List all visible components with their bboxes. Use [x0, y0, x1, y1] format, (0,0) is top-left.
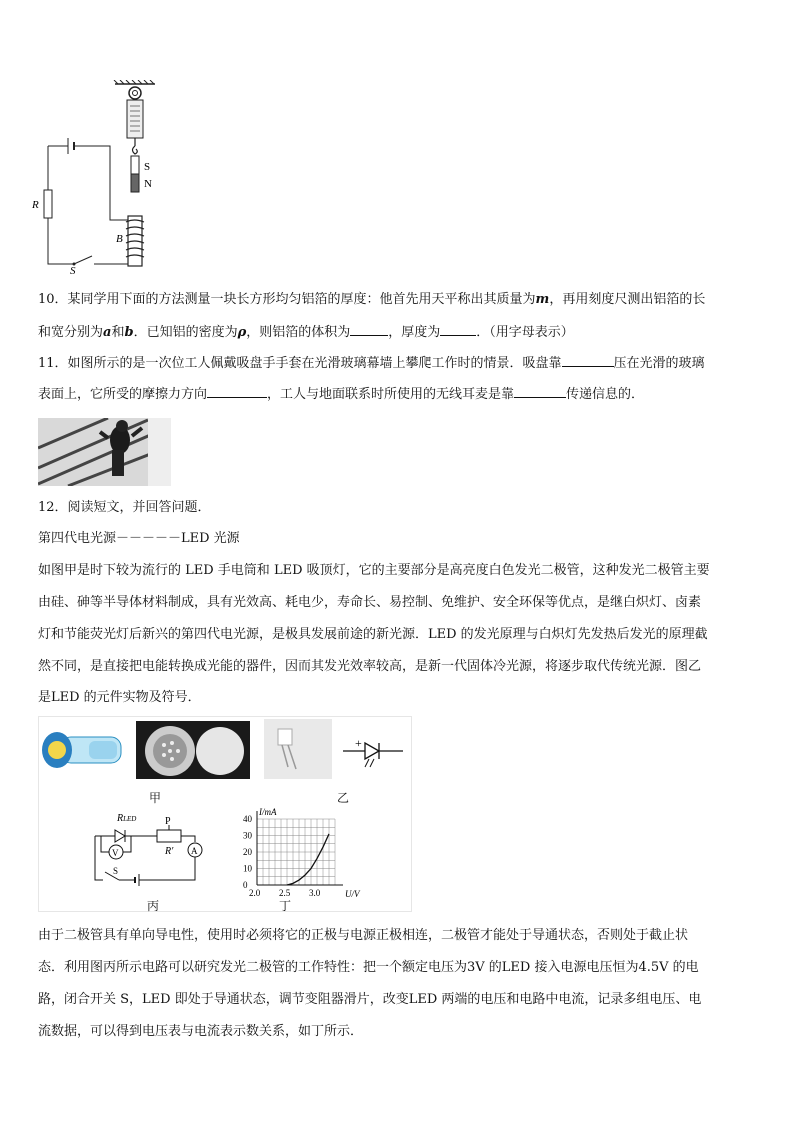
chart-series-curve [287, 834, 329, 885]
led-ceiling-light-photo [136, 721, 250, 779]
voltmeter-label: V [112, 848, 119, 858]
var-m: m [535, 292, 550, 307]
fig-ding-label: 丁 [279, 899, 292, 913]
chart-y-axis-label: I/mA [259, 807, 277, 817]
answer-blank-volume[interactable] [350, 321, 388, 336]
resistor-r-label: R [32, 199, 39, 211]
chart-y-tick-label: 40 [243, 814, 252, 824]
coil-b-label: B [116, 233, 123, 245]
rheostat-label: R′ [165, 846, 174, 857]
chart-y-tick-label: 20 [243, 847, 252, 857]
chart-x-axis-label: U/V [345, 889, 360, 899]
q11-line2: 表面上，它所受的摩擦力方向 ，工人与地面联系时所使用的无线耳麦是靠 传递信息的． [38, 383, 644, 405]
slider-p-label: P [165, 816, 171, 827]
q11-line1: 11．如图所示的是一次位工人佩戴吸盘手手套在光滑玻璃幕墙上攀爬工作时的情景．吸盘靠 压在光滑的玻璃 [38, 352, 705, 374]
q12-p1-line5: 是LED 的元件实物及符号． [38, 690, 201, 705]
answer-blank-suction[interactable] [562, 352, 614, 367]
q12-p2-line1: 由于二极管具有单向导电性，使用时必须将它的正极与电源正极相连，二极管才能处于导通状态，否则处于截止状 [38, 928, 689, 943]
fig-jia-label: 甲 [149, 791, 162, 805]
q12-p1-line1: 如图甲是时下较为流行的 LED 手电筒和 LED 吸顶灯，它的主要部分是高亮度白色发光二极管，这种发光二极管主要 [38, 563, 710, 578]
led-figure-panel [38, 716, 412, 912]
led-flashlight-photo [39, 719, 129, 779]
q12-p1-line2: 由硅、砷等半导体材料制成，具有光效高、耗电少，寿命长、易控制、免维护、安全环保等优点，是继白炽灯、卤素 [38, 595, 702, 610]
chart-y-tick-label: 10 [243, 863, 252, 874]
chart-x-tick-label: 2.0 [249, 888, 261, 898]
magnet-s-label: S [144, 161, 151, 173]
q10-line1: 10．某同学用下面的方法测量一块长方形均匀铝箔的厚度：他首先用天平称出其质量为m，再用刻度尺测出铝箔的长 [38, 292, 706, 307]
q12-p2-line3: 路，闭合开关 S，LED 即处于导通状态，调节变阻器滑片，改变LED 两端的电压和电路中电流，记录多组电压、电 [38, 992, 702, 1007]
chart-y-tick-label: 30 [243, 830, 252, 841]
answer-blank-signal[interactable] [514, 383, 566, 398]
answer-blank-thickness[interactable] [440, 321, 476, 336]
electromagnet-circuit-figure [30, 80, 170, 275]
chart-y-tick-label: 0 [243, 880, 248, 890]
led-component-photo [264, 719, 332, 779]
q12-p2-line2: 态．利用图丙所示电路可以研究发光二极管的工作特性：把一个额定电压为3V 的LED 接入电源电压恒为4.5V 的电 [38, 960, 699, 975]
chart-x-tick-label: 3.0 [309, 888, 321, 898]
answer-blank-friction[interactable] [207, 383, 267, 398]
q10-line2: 和宽分别为a和b．已知铝的密度为ρ，则铝箔的体积为 ，厚度为 ．（用字母表示） [38, 321, 574, 343]
worker-climbing-photo [38, 418, 171, 486]
switch-label: S [113, 866, 119, 876]
led-plus-label: + [355, 736, 362, 750]
q12-heading: 第四代电光源－－－－－LED 光源 [38, 531, 240, 546]
q12-p1-line4: 然不同，是直接把电能转换成光能的器件，因而其发光效率较高，是新一代固体冷光源，将逐步取代传统光源．图乙 [38, 659, 702, 674]
led-symbol [335, 733, 411, 773]
q12-p1-line3: 灯和节能荧光灯后新兴的第四代电光源，是极具发展前途的新光源．LED 的发光原理与白炽灯先发热后发光的原理截 [38, 627, 708, 642]
var-a: a [103, 325, 112, 340]
q12-p2-line4: 流数据，可以得到电压表与电流表示数关系，如丁所示． [38, 1024, 364, 1039]
var-rho: ρ [237, 325, 247, 340]
var-b: b [124, 325, 134, 340]
switch-s-label: S [70, 265, 76, 275]
magnet-n-label: N [144, 178, 152, 190]
chart-x-tick-label: 2.5 [279, 888, 291, 898]
fig-yi-label: 乙 [337, 791, 350, 805]
ammeter-label: A [191, 846, 198, 856]
iu-characteristic-chart [227, 805, 377, 909]
q12-title: 12．阅读短文，并回答问题． [38, 500, 211, 515]
fig-bing-label: 丙 [147, 899, 160, 913]
rled-label: RLED [117, 813, 137, 824]
led-test-circuit [89, 810, 219, 890]
